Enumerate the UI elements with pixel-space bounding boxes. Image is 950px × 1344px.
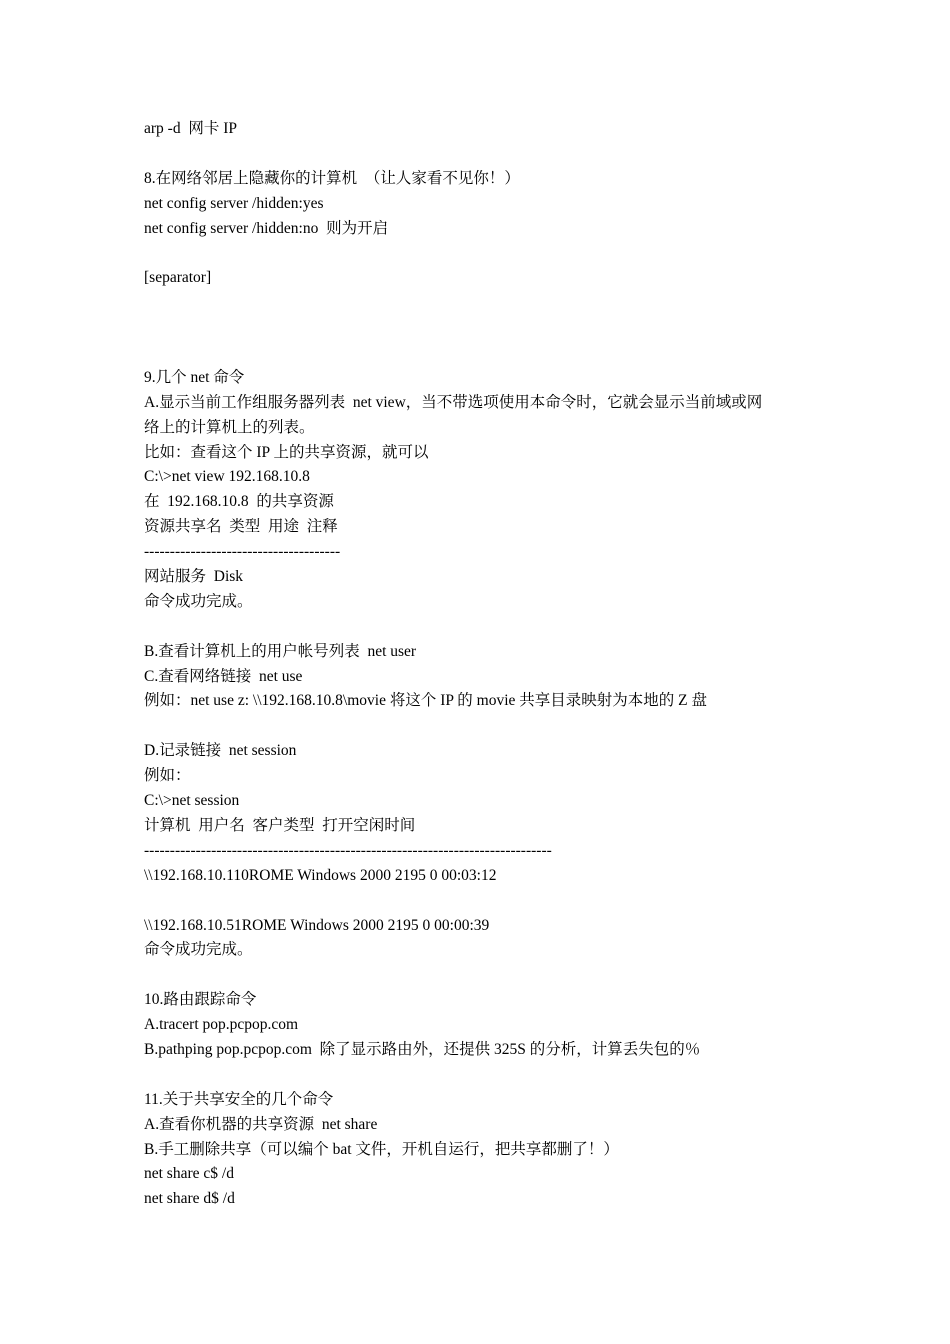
text-line: 例如：net use z: \\192.168.10.8\movie 将这个 IP 的 movie 共享目录映射为本地的 Z 盘 [144, 692, 707, 710]
command-line: net share c$ /d [144, 1165, 234, 1183]
output-line: 命令成功完成。 [144, 592, 253, 610]
blank-line [144, 341, 824, 366]
section-heading: 11.关于共享安全的几个命令 [144, 1090, 334, 1108]
text-line: arp -d 网卡 IP [144, 120, 237, 137]
section-heading: 9.几个 net 命令 [144, 368, 245, 386]
output-line: 命令成功完成。 [144, 941, 253, 959]
text-line: 比如：查看这个 IP 上的共享资源，就可以 [144, 443, 429, 461]
section-heading: 10.路由跟踪命令 [144, 991, 257, 1009]
command-line: C:\>net view 192.168.10.8 [144, 468, 310, 486]
output-line: 网站服务 Disk [144, 568, 244, 586]
text-line: A.显示当前工作组服务器列表 net view，当不带选项使用本命令时，它就会显示当前域或网 [144, 393, 763, 411]
text-line: A.查看你机器的共享资源 net share [144, 1115, 378, 1133]
separator-marker: [separator] [144, 269, 212, 287]
command-line: B.pathping pop.pcpop.com 除了显示路由外，还提供 325S 的分析，计算丢失包的％ [144, 1040, 701, 1058]
text-line: B.查看计算机上的用户帐号列表 net user [144, 642, 417, 660]
document-page [144, 117, 824, 1212]
output-line: 资源共享名 类型 用途 注释 [144, 518, 338, 536]
output-line: \\192.168.10.110ROME Windows 2000 2195 0 00:03:12 [144, 866, 497, 884]
text-line: 络上的计算机上的列表。 [144, 418, 315, 436]
blank-line [144, 142, 824, 167]
blank-line [144, 316, 824, 341]
command-line: net config server /hidden:yes [144, 194, 324, 212]
command-line: A.tracert pop.pcpop.com [144, 1016, 299, 1034]
output-line: \\192.168.10.51ROME Windows 2000 2195 0 00:00:39 [144, 916, 490, 934]
blank-line [144, 241, 824, 266]
blank-line [144, 963, 824, 988]
blank-line [144, 889, 824, 914]
blank-line [144, 615, 824, 640]
text-line: 例如： [144, 767, 191, 785]
output-divider: ------------------------------------------------------------------------------- [144, 841, 552, 859]
text-line: D.记录链接 net session [144, 742, 297, 760]
text-line: C.查看网络链接 net use [144, 667, 303, 685]
command-line: net config server /hidden:no 则为开启 [144, 219, 389, 237]
output-divider: -------------------------------------- [144, 543, 341, 561]
output-line: 在 192.168.10.8 的共享资源 [144, 493, 334, 511]
command-line: net share d$ /d [144, 1190, 235, 1208]
command-line: C:\>net session [144, 792, 240, 810]
text-line: B.手工删除共享（可以编个 bat 文件，开机自运行，把共享都删了！） [144, 1140, 619, 1158]
blank-line [144, 714, 824, 739]
blank-line [144, 291, 824, 316]
output-line: 计算机 用户名 客户类型 打开空闲时间 [144, 816, 416, 834]
blank-line [144, 1063, 824, 1088]
section-heading: 8.在网络邻居上隐藏你的计算机 （让人家看不见你！） [144, 169, 520, 187]
